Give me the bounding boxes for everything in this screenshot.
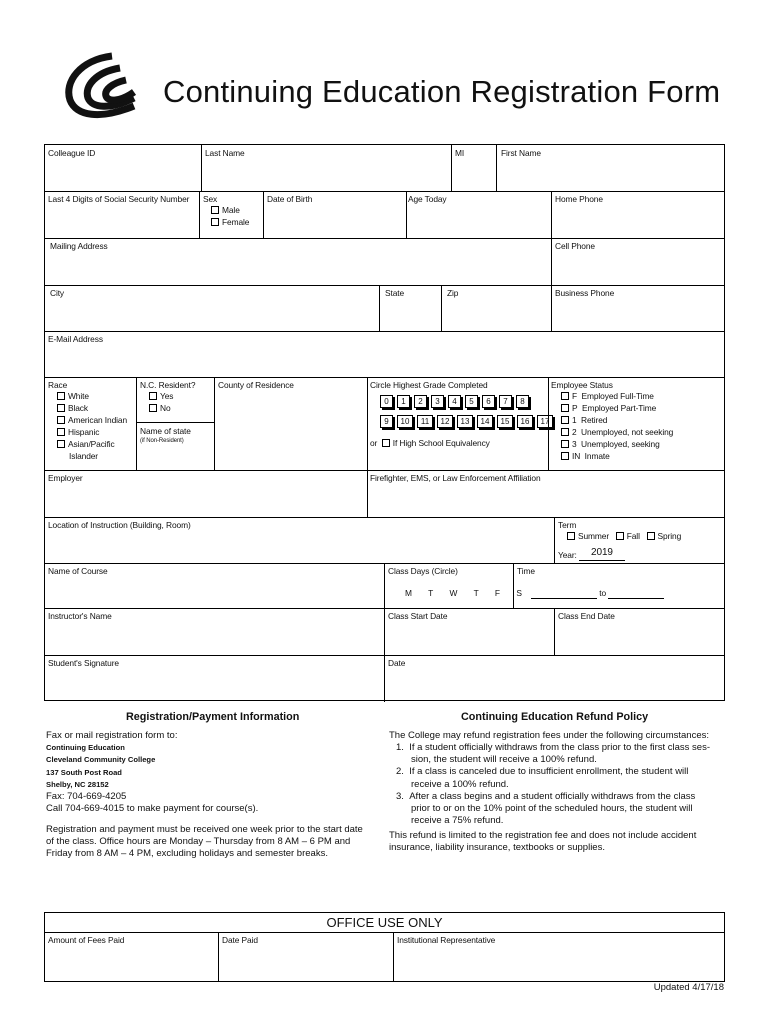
employee-option-in[interactable]: IN Inmate bbox=[561, 451, 610, 462]
class-days-label: Class Days (Circle) bbox=[388, 566, 458, 576]
nc-resident-label: N.C. Resident? bbox=[140, 380, 196, 390]
instructor-label: Instructor's Name bbox=[48, 611, 112, 621]
cell-phone-label: Cell Phone bbox=[555, 241, 595, 251]
nc-yes-option[interactable]: Yes bbox=[149, 391, 173, 402]
checkbox-icon bbox=[561, 428, 569, 436]
county-label: County of Residence bbox=[218, 380, 294, 390]
grade-0[interactable]: 0 bbox=[380, 395, 393, 408]
grade-9[interactable]: 9 bbox=[380, 415, 393, 428]
refund-item: 2. If a class is canceled due to insufficient enrollment, the student will bbox=[396, 766, 689, 778]
colleague-id-label: Colleague ID bbox=[48, 148, 96, 158]
form-title: Continuing Education Registration Form bbox=[163, 74, 721, 109]
updated-date: Updated 4/17/18 bbox=[653, 982, 724, 993]
term-fall-option[interactable]: Fall bbox=[616, 531, 640, 541]
term-label: Term bbox=[558, 520, 577, 530]
refund-item: 3. After a class begins and a student officially withdraws from the class bbox=[396, 790, 696, 802]
checkbox-icon bbox=[382, 439, 390, 447]
employee-option-2[interactable]: 2 Unemployed, not seeking bbox=[561, 427, 673, 438]
refund-intro: The College may refund registration fees under the following circumstances: bbox=[389, 730, 709, 741]
mailing-address-label: Mailing Address bbox=[50, 241, 108, 251]
time-range-field[interactable]: to bbox=[531, 588, 664, 599]
refund-list: 1. If a student officially withdraws from the class prior to the first class ses- sion, the student will receive a 100% refund. 2. If a class is canceled due to insufficient enrollment, the student will receive a 100% refund. 3. After a class begins and a student officially withdraws from the class prior to or on the 10% point of the scheduled hours, the student will receive a 75% refund. bbox=[396, 742, 710, 827]
grade-5[interactable]: 5 bbox=[465, 395, 478, 408]
sex-female-option[interactable]: Female bbox=[211, 217, 249, 228]
fees-paid-label: Amount of Fees Paid bbox=[48, 935, 125, 945]
checkbox-icon bbox=[616, 532, 624, 540]
year-field[interactable]: Year: 2019 bbox=[558, 547, 625, 561]
date-paid-label: Date Paid bbox=[222, 935, 258, 945]
employer-label: Employer bbox=[48, 473, 83, 483]
employee-option-p[interactable]: P Employed Part-Time bbox=[561, 403, 656, 414]
sex-male-option[interactable]: Male bbox=[211, 205, 240, 216]
term-spring-option[interactable]: Spring bbox=[647, 531, 682, 541]
grade-7[interactable]: 7 bbox=[499, 395, 512, 408]
term-options bbox=[567, 531, 681, 542]
course-name-label: Name of Course bbox=[48, 566, 108, 576]
race-option-islander-text: Islander bbox=[69, 451, 98, 461]
race-option-american-indian[interactable]: American Indian bbox=[57, 415, 127, 426]
race-option-black[interactable]: Black bbox=[57, 403, 88, 414]
grade-2[interactable]: 2 bbox=[414, 395, 427, 408]
race-option-white[interactable]: White bbox=[57, 391, 89, 402]
grade-10[interactable]: 10 bbox=[397, 415, 413, 428]
grade-17[interactable]: 17 bbox=[537, 415, 553, 428]
zip-label: Zip bbox=[447, 288, 459, 298]
grade-label: Circle Highest Grade Completed bbox=[370, 380, 488, 390]
year-value: 2019 bbox=[579, 547, 625, 561]
employee-option-3[interactable]: 3 Unemployed, seeking bbox=[561, 439, 660, 450]
grade-row-2 bbox=[380, 411, 557, 429]
business-phone-label: Business Phone bbox=[555, 288, 615, 298]
class-days-options[interactable]: M T W T F S bbox=[405, 588, 522, 598]
checkbox-icon bbox=[149, 404, 157, 412]
grade-11[interactable]: 11 bbox=[417, 415, 433, 428]
grade-16[interactable]: 16 bbox=[517, 415, 533, 428]
affiliation-label: Firefighter, EMS, or Law Enforcement Affiliation bbox=[370, 473, 541, 483]
sex-label: Sex bbox=[203, 194, 218, 204]
grade-6[interactable]: 6 bbox=[482, 395, 495, 408]
signature-label: Student's Signature bbox=[48, 658, 119, 668]
first-name-label: First Name bbox=[501, 148, 541, 158]
registration-grid bbox=[44, 144, 725, 701]
ssn-label: Last 4 Digits of Social Security Number bbox=[48, 194, 190, 204]
checkbox-icon bbox=[57, 416, 65, 424]
last-name-label: Last Name bbox=[205, 148, 245, 158]
checkbox-icon bbox=[57, 428, 65, 436]
college-logo bbox=[60, 52, 142, 122]
representative-label: Institutional Representative bbox=[397, 935, 496, 945]
employee-option-1[interactable]: 1 Retired bbox=[561, 415, 607, 426]
checkbox-icon bbox=[57, 440, 65, 448]
dob-label: Date of Birth bbox=[267, 194, 313, 204]
refund-limit: This refund is limited to the registration fee and does not include accident insurance, liability insurance, textbooks or supplies. bbox=[389, 830, 697, 854]
employee-option-f[interactable]: F Employed Full-Time bbox=[561, 391, 654, 402]
checkbox-icon bbox=[647, 532, 655, 540]
refund-item: 1. If a student officially withdraws from the class prior to the first class ses- bbox=[396, 742, 710, 753]
grade-14[interactable]: 14 bbox=[477, 415, 493, 428]
location-label: Location of Instruction (Building, Room) bbox=[48, 520, 191, 530]
race-option-asian-pacific[interactable]: Asian/Pacific bbox=[57, 439, 115, 450]
registration-info: Fax or mail registration form to: Continuing Education Cleveland Community College 137 South Post Road Shelby, NC 28152 Fax: 704-669-4205 Call 704-669-4015 to make payment for course(s). bbox=[46, 730, 259, 815]
hs-equivalency-option[interactable]: or If High School Equivalency bbox=[370, 438, 490, 448]
checkbox-icon bbox=[561, 440, 569, 448]
checkbox-icon bbox=[57, 392, 65, 400]
email-label: E-Mail Address bbox=[48, 334, 103, 344]
checkbox-icon bbox=[561, 452, 569, 460]
time-label: Time bbox=[517, 566, 535, 576]
office-heading: OFFICE USE ONLY bbox=[326, 915, 443, 930]
non-resident-note: (if Non-Resident) bbox=[140, 438, 184, 444]
grade-1[interactable]: 1 bbox=[397, 395, 410, 408]
checkbox-icon bbox=[211, 206, 219, 214]
checkbox-icon bbox=[561, 416, 569, 424]
grade-3[interactable]: 3 bbox=[431, 395, 444, 408]
checkbox-icon bbox=[561, 404, 569, 412]
checkbox-icon bbox=[149, 392, 157, 400]
grade-12[interactable]: 12 bbox=[437, 415, 453, 428]
mi-label: MI bbox=[455, 148, 465, 158]
state-label: State bbox=[385, 288, 405, 298]
term-summer-option[interactable]: Summer bbox=[567, 531, 609, 541]
checkbox-icon bbox=[211, 218, 219, 226]
end-date-label: Class End Date bbox=[558, 611, 615, 621]
office-use-box bbox=[44, 912, 725, 982]
start-date-label: Class Start Date bbox=[388, 611, 448, 621]
refund-heading: Continuing Education Refund Policy bbox=[461, 711, 649, 723]
date-label: Date bbox=[388, 658, 406, 668]
employee-status-label: Employee Status bbox=[551, 380, 613, 390]
checkbox-icon bbox=[567, 532, 575, 540]
name-of-state-label: Name of state bbox=[140, 426, 191, 436]
race-label: Race bbox=[48, 380, 68, 390]
grade-13[interactable]: 13 bbox=[457, 415, 473, 428]
grade-row-1 bbox=[380, 391, 533, 409]
nc-no-option[interactable]: No bbox=[149, 403, 171, 414]
grade-15[interactable]: 15 bbox=[497, 415, 513, 428]
race-option-hispanic[interactable]: Hispanic bbox=[57, 427, 99, 438]
grade-4[interactable]: 4 bbox=[448, 395, 461, 408]
registration-heading: Registration/Payment Information bbox=[126, 711, 300, 723]
registration-deadline: Registration and payment must be received one week prior to the start date of the class. Office hours are Monday – Thursday from 8 AM – 6 PM and Friday from 8 AM – 4 PM, excluding holidays and semester breaks. bbox=[46, 824, 363, 860]
age-label: Age Today bbox=[408, 194, 447, 204]
checkbox-icon bbox=[57, 404, 65, 412]
city-label: City bbox=[50, 288, 65, 298]
checkbox-icon bbox=[561, 392, 569, 400]
grade-8[interactable]: 8 bbox=[516, 395, 529, 408]
home-phone-label: Home Phone bbox=[555, 194, 603, 204]
